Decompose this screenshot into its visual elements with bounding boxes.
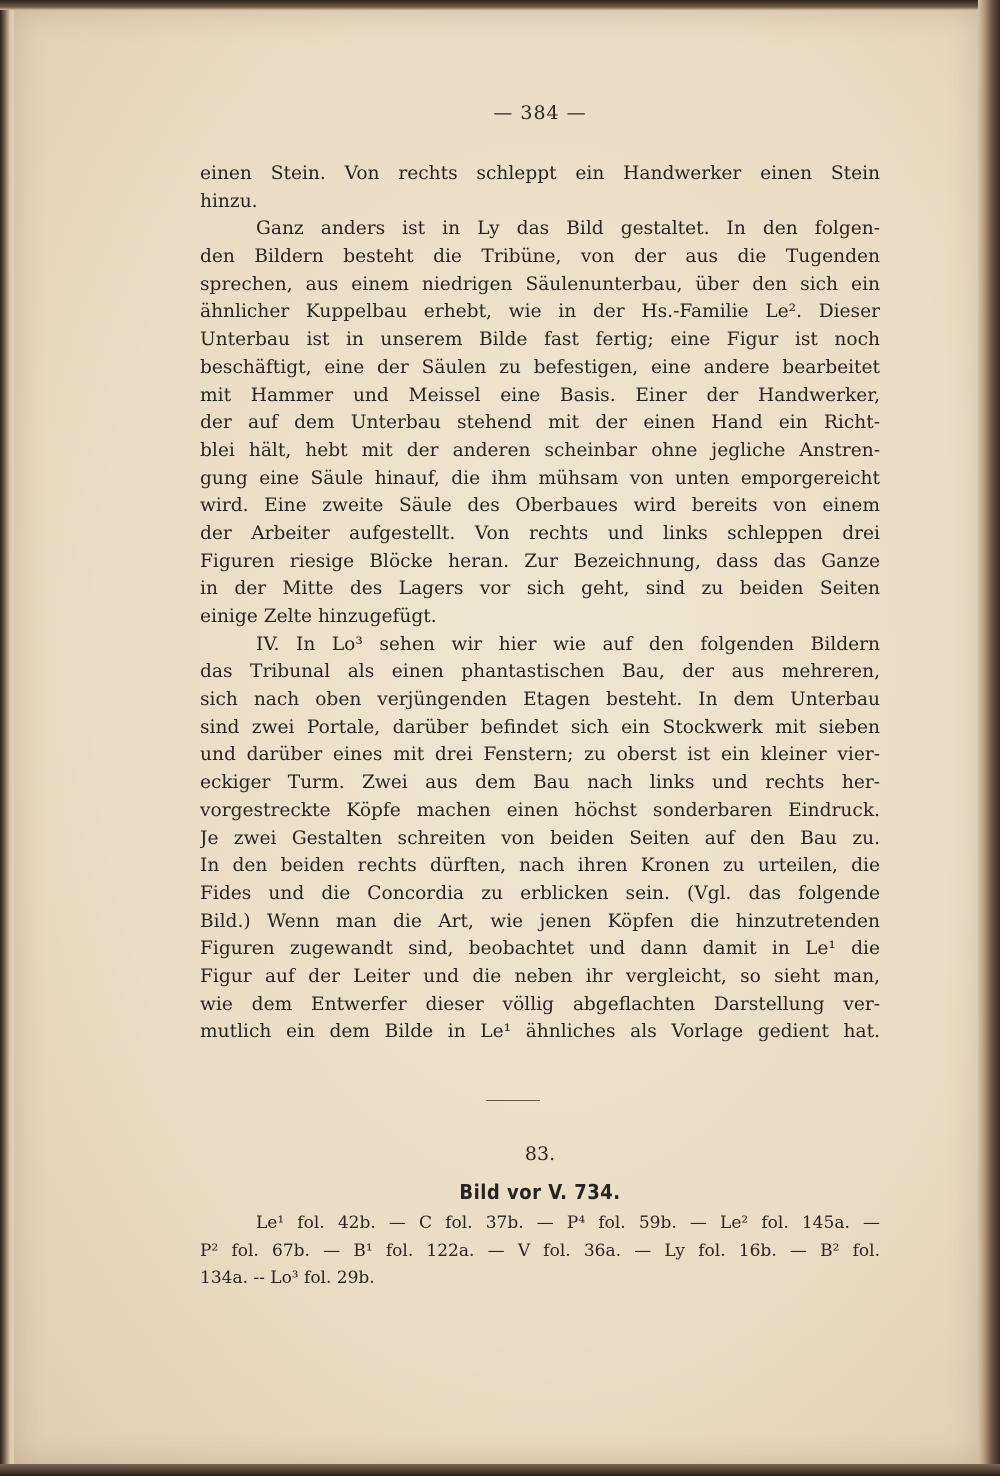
text-line: der auf dem Unterbau stehend mit der einen Hand ein Richt- — [200, 412, 880, 434]
book-spine-edge — [978, 0, 1000, 1476]
text-line: IV. In Lo³ sehen wir hier wie auf den folgenden Bildern — [256, 633, 880, 655]
text-line: Figuren riesige Blöcke heran. Zur Bezeichnung, dass das Ganze — [200, 550, 880, 572]
section-title: Bild vor V. 734. — [459, 1180, 621, 1204]
text-line: vorgestreckte Köpfe machen einen höchst sonderbaren Eindruck. — [200, 799, 880, 821]
text-line: sich nach oben verjüngenden Etagen besteht. In dem Unterbau — [200, 689, 880, 711]
text-line: wird. Eine zweite Säule des Oberbaues wird bereits von einem — [200, 495, 880, 517]
text-line: sind zwei Portale, darüber befindet sich ein Stockwerk mit sieben — [200, 716, 880, 738]
text-line: P² fol. 67b. — B¹ fol. 122a. — V fol. 36a. — Ly fol. 16b. — B² fol. — [200, 1240, 880, 1261]
text-line: der Arbeiter aufgestellt. Von rechts und links schleppen drei — [200, 522, 880, 544]
body-text — [200, 160, 880, 1046]
text-line: Le¹ fol. 42b. — C fol. 37b. — P⁴ fol. 59b. — Le² fol. 145a. — — [256, 1213, 880, 1233]
text-line: wie dem Entwerfer dieser völlig abgeflachten Darstellung ver- — [200, 993, 880, 1015]
text-line: in der Mitte des Lagers vor sich geht, sind zu beiden Seiten — [200, 578, 880, 600]
text-line: eckiger Turm. Zwei aus dem Bau nach links und rechts her- — [200, 772, 880, 794]
text-line: In den beiden rechts dürften, nach ihren Kronen zu urteilen, die — [200, 855, 880, 877]
text-line: einen Stein. Von rechts schleppt ein Handwerker einen Stein — [200, 163, 880, 184]
page-top-edge — [0, 0, 1000, 10]
text-line: hinzu. — [200, 190, 258, 212]
text-line: sprechen, aus einem niedrigen Säulenunterbau, über den sich ein — [200, 273, 880, 295]
page-number-header: — 384 — — [493, 102, 587, 124]
text-line: beschäftigt, eine der Säulen zu befestigen, eine andere bearbeitet — [200, 356, 880, 378]
text-line: Fides und die Concordia zu erblicken sein. (Vgl. das folgende — [200, 882, 880, 904]
text-line: Ganz anders ist in Ly das Bild gestaltet. In den folgen- — [256, 218, 880, 240]
text-line: das Tribunal als einen phantastischen Bau, der aus mehreren, — [200, 661, 880, 683]
text-line: Je zwei Gestalten schreiten von beiden Seiten auf den Bau zu. — [200, 827, 880, 849]
text-line: blei hält, hebt mit der anderen scheinbar ohne jegliche Anstren- — [200, 439, 880, 461]
text-line: mit Hammer und Meissel eine Basis. Einer der Handwerker, — [200, 384, 880, 406]
text-line: 134a. -- Lo³ fol. 29b. — [200, 1268, 375, 1289]
text-line: Figur auf der Leiter und die neben ihr vergleicht, so sieht man, — [200, 965, 880, 987]
text-line: gung eine Säule hinauf, die ihm mühsam von unten emporgereicht — [200, 467, 880, 489]
text-line: einige Zelte hinzugefügt. — [200, 606, 437, 628]
section-divider — [486, 1100, 540, 1102]
page-bottom-edge — [0, 1464, 1000, 1476]
text-line: mutlich ein dem Bilde in Le¹ ähnliches als Vorlage gedient hat. — [200, 1021, 880, 1043]
text-line: Figuren zugewandt sind, beobachtet und dann damit in Le¹ die — [200, 938, 880, 960]
text-line: und darüber eines mit drei Fenstern; zu oberst ist ein kleiner vier- — [200, 744, 880, 766]
text-line: Bild.) Wenn man die Art, wie jenen Köpfen die hinzutretenden — [200, 910, 880, 932]
text-line: ähnlicher Kuppelbau erhebt, wie in der Hs.-Familie Le². Dieser — [200, 301, 880, 323]
manuscript-references — [200, 1212, 880, 1289]
text-line: Unterbau ist in unserem Bilde fast fertig; eine Figur ist noch — [200, 329, 880, 351]
section-number: 83. — [524, 1143, 556, 1165]
text-line: den Bildern besteht die Tribüne, von der aus die Tugenden — [200, 246, 880, 268]
